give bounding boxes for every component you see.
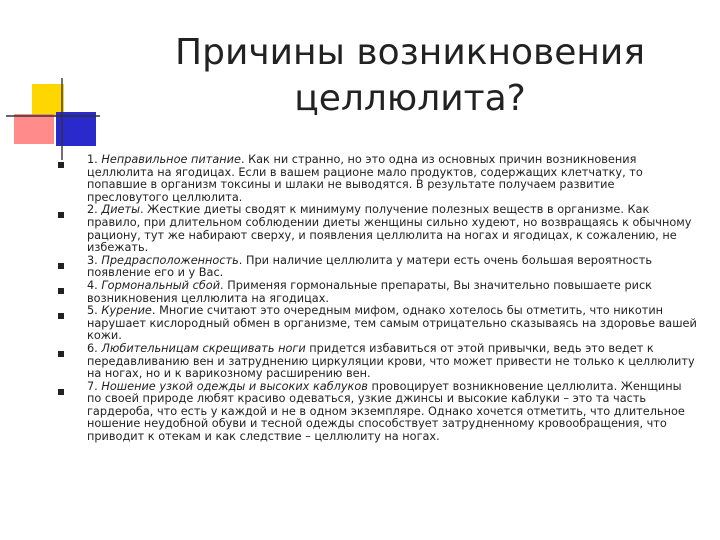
cause-item-5 [58, 305, 698, 343]
cause-description: . Применяя гормональные препараты, Вы значительно повышаете риск возникновения целлюлита на ягодицах. [87, 278, 652, 305]
cause-heading: Любительницам скрещивать ноги [101, 341, 306, 355]
square-bullet-icon [58, 288, 64, 294]
cause-text [87, 280, 698, 305]
cause-number: 6. [87, 341, 102, 355]
cause-number: 5. [87, 304, 102, 318]
cause-description: . Жесткие диеты сводят к минимуму получение полезных веществ в организме. Как правило, при длительном соблюдении диеты женщины сильно худеют, но возвращаясь к обычному рациону, тут же набирают сверху, и появления целлюлита на ногах и ягодицах, к сожалению, не избежать. [87, 203, 692, 255]
slide-title-line-2: целлюлита? [294, 78, 526, 119]
cause-number: 3. [87, 253, 102, 267]
decoration-red-square [14, 114, 54, 144]
cause-heading: Диеты [101, 203, 140, 217]
cause-item-4 [58, 280, 698, 305]
cause-item-2 [58, 204, 698, 254]
cause-text [87, 255, 698, 280]
cause-heading: Курение [101, 304, 152, 318]
cause-description: . Многие считают это очередным мифом, однако хотелось бы отметить, что никотин нарушает кислородный обмен в организме, тем самым отрицательно сказываясь на здоровье вашей кожи. [87, 304, 697, 343]
cause-number: 1. [87, 153, 102, 166]
cause-text [87, 204, 698, 254]
cause-description: провоцирует возникновение целлюлита. Женщины по своей природе любят красиво одеваться, узкие джинсы и высокие каблуки – это та часть гардероба, что есть у каждой и не в одном экземпляре. Однако хочется отметить, что длительное ношение неудобной обуви и тесной одежды способствует затрудненному кровообращения, что приводит к отекам и как следствие – целлюлиту на ногах. [87, 379, 685, 444]
cause-item-3 [58, 255, 698, 280]
square-bullet-icon [58, 389, 64, 395]
cause-text [87, 305, 698, 343]
cause-description: придется избавиться от этой привычки, ведь это ведет к передавливанию вен и затруднению циркуляции крови, что может привести не только к целлюлиту на ногах, но и к варикозному расширению вен. [87, 341, 695, 381]
cause-item-6 [58, 343, 698, 381]
cause-heading: Неправильное питание [101, 153, 241, 166]
cause-description: . Как ни странно, но это одна из основных причин возникновения целлюлита на ягодицах. Если в вашем рационе мало продуктов, содержащих клетчатку, то попавшие в организм токсины и шлаки не выводятся. В результате получаем развитие пресловутого целлюлита. [87, 153, 643, 204]
cause-text [87, 343, 698, 381]
cause-heading: Ношение узкой одежды и высоких каблуков [101, 379, 368, 393]
cause-number: 4. [87, 278, 102, 292]
square-bullet-icon [58, 212, 64, 218]
causes-list [58, 154, 698, 444]
decoration-yellow-square [32, 84, 64, 116]
cause-heading: Предрасположенность [101, 253, 239, 267]
slide-title-line-1: Причины возникновения [175, 32, 645, 73]
slide-title [150, 30, 670, 122]
cause-description: . При наличие целлюлита у матери есть очень большая вероятность появление его и у Вас. [87, 253, 652, 280]
cause-text [87, 381, 698, 444]
cause-text [87, 154, 698, 204]
cause-number: 2. [87, 203, 102, 217]
cause-item-1 [58, 154, 698, 204]
cause-item-7 [58, 381, 698, 444]
square-bullet-icon [58, 351, 64, 357]
square-bullet-icon [58, 162, 64, 168]
cause-number: 7. [87, 379, 102, 393]
cause-heading: Гормональный сбой [101, 278, 221, 292]
square-bullet-icon [58, 313, 64, 319]
corner-decoration [0, 0, 120, 160]
square-bullet-icon [58, 263, 64, 269]
